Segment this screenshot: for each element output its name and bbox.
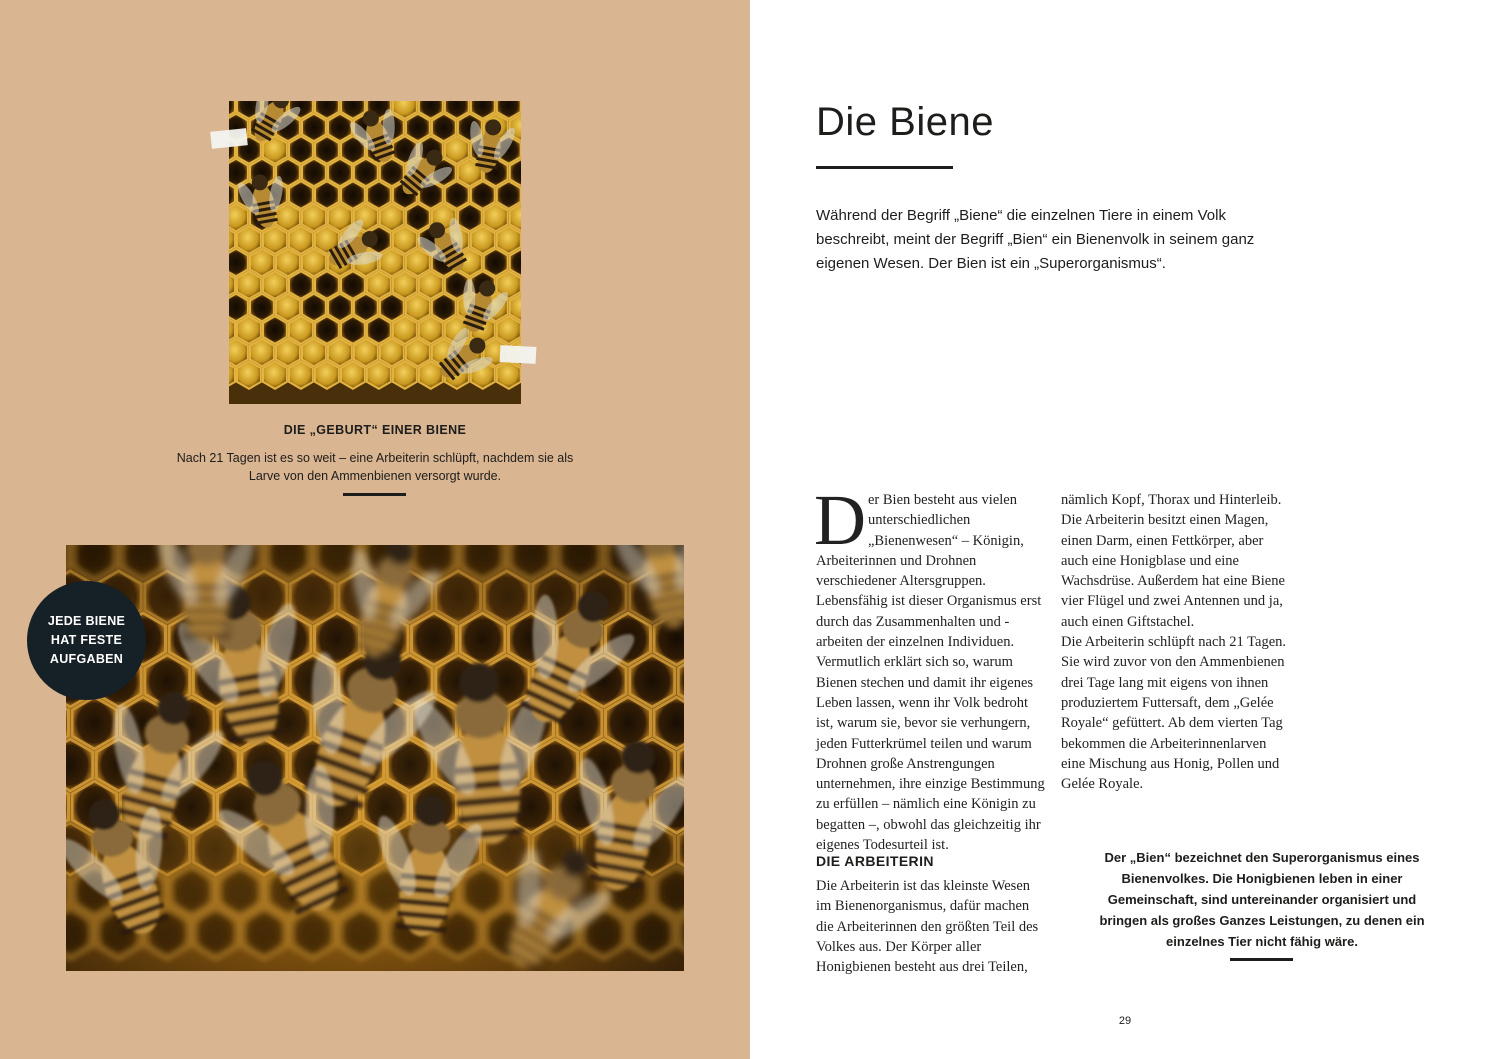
- section-subheading: DIE ARBEITERIN: [816, 853, 934, 869]
- page-number: 29: [1118, 1015, 1132, 1027]
- body-column-2: [1061, 490, 1293, 794]
- badge-text: JEDE BIENE HAT FESTE AUFGABEN: [47, 614, 126, 666]
- body-paragraph-2-end: nämlich Kopf, Thorax und Hinterleib. Die Arbeiterin besitzt einen Magen, einen Darm, einen Fettkörper, aber auch eine Honigblase und eine Wachsdrüse. Außerdem hat eine Biene vier Flügel und zwei Antennen und ja, auch einen Giftstachel.: [1061, 492, 1285, 630]
- body-column-1: [814, 480, 1048, 855]
- page-title: Die Biene: [816, 100, 994, 144]
- drop-cap: D: [814, 480, 866, 560]
- body-paragraph-1: er Bien besteht aus vielen unterschiedlichen „Bienenwesen“ – Königin, Arbeiterinnen und Drohnen verschiedener Altersgruppen. Lebensfähig ist dieser Organismus erst durch das Zusammenhalten und -arbeiten der einzelnen Individuen. Vermutlich erklärt sich so, warum Bienen stechen und damit ihr eigenes Leben lassen, wenn ihr Volk bedroht ist, warum sie, bevor sie verhungern, jeden Futterkrümel teilen und warum Drohnen große Anstrengungen unternehmen, ihre einzige Bestimmung zu erfüllen – nämlich eine Königin zu begatten –, obwohl das gleichzeitig ihr eigenes Todesurteil ist.: [816, 492, 1045, 854]
- title-divider: [816, 166, 953, 169]
- intro-paragraph: Während der Begriff „Biene“ die einzelnen Tiere in einem Volk beschreibt, meint der Begriff „Bien“ ein Bienenvolk in seinem ganz eigenen Wesen. Der Bien ist ein „Superorganismus“.: [816, 207, 1255, 272]
- caption-divider: [343, 493, 406, 496]
- body-column-1-continued: [816, 876, 1048, 977]
- body-paragraph-2-start: Die Arbeiterin ist das kleinste Wesen im Bienenorganismus, dafür machen die Arbeiterinnen den größten Teil des Volkes aus. Der Körper aller Honigbienen besteht aus drei Teilen,: [816, 878, 1039, 976]
- honeycomb-photo: [229, 101, 521, 404]
- photo-caption-text: Nach 21 Tagen ist es so weit – eine Arbeiterin schlüpft, nachdem sie als Larve von den Ammenbienen versorgt wurde.: [176, 451, 574, 483]
- feature-badge: [27, 581, 146, 700]
- pull-quote-divider: [1230, 958, 1293, 961]
- pull-quote: Der „Bien“ bezeichnet den Superorganismus eines Bienenvolkes. Die Honigbienen leben in einer Gemeinschaft, sind untereinander organisiert und bringen als großes Ganzes Leistungen, zu denen ein einzelnes Tier nicht fähig wäre.: [1099, 850, 1425, 949]
- tape-strip: [500, 345, 537, 364]
- bees-closeup-photo: [66, 545, 684, 971]
- photo-caption-title: DIE „GEBURT“ EINER BIENE: [283, 423, 467, 437]
- body-paragraph-3: Die Arbeiterin schlüpft nach 21 Tagen. Sie wird zuvor von den Ammenbienen drei Tage lang mit eigens von ihnen produziertem Futtersaft, dem „Gelée Royale“ gefüttert. Ab dem vierten Tag bekommen die Arbeiterinnenlarven eine Mischung aus Honig, Pollen und Gelée Royale.: [1061, 634, 1287, 793]
